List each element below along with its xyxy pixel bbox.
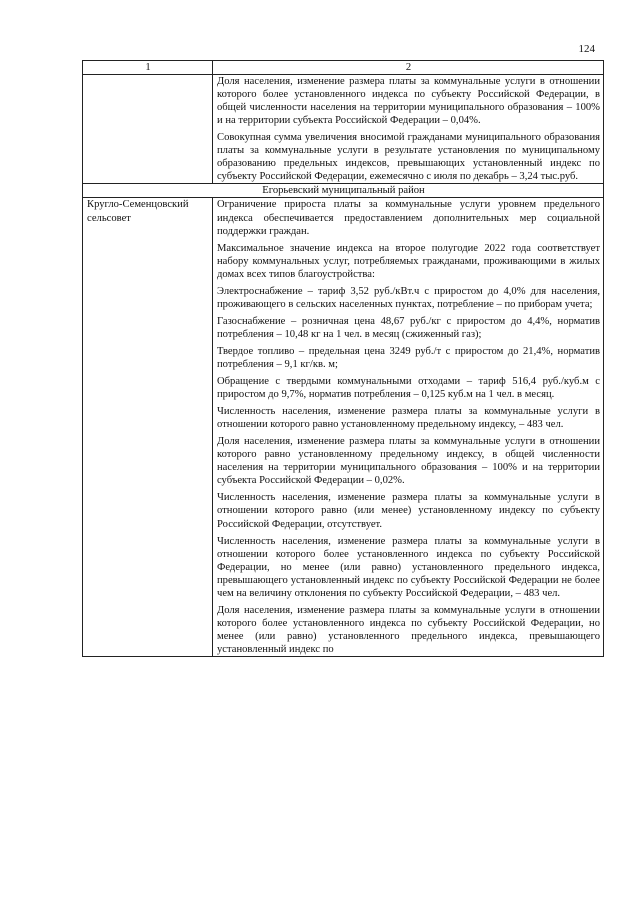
- paragraph: Совокупная сумма увеличения вносимой гражданами муниципального образования платы за коммунальные услуги в результате установления по муниципальному образованию предельных индексов, превышающих установленный индекс по субъекту Российской Федерации, ежемесячно с июля по декабрь – 3,24 тыс.руб.: [217, 132, 600, 183]
- column-header-2: 2: [213, 61, 604, 75]
- district-header-row: [83, 184, 604, 198]
- table-row: [83, 198, 604, 657]
- data-table: [82, 60, 604, 657]
- column-header-1: 1: [83, 61, 213, 75]
- row2-col2: [213, 198, 604, 657]
- table-row: [83, 75, 604, 184]
- paragraph: Газоснабжение – розничная цена 48,67 руб./кг с приростом до 4,4%, норматив потребления – 10,48 кг на 1 чел. в месяц (сжиженный газ);: [217, 315, 600, 340]
- row1-col1: [83, 75, 213, 184]
- paragraph: Обращение с твердыми коммунальными отходами – тариф 516,4 руб./куб.м с приростом до 9,7%, норматив потребления – 0,125 куб.м на 1 чел. в месяц.: [217, 376, 600, 401]
- paragraph: Твердое топливо – предельная цена 3249 руб./т с приростом до 21,4%, норматив потребления – 9,1 кг/кв. м;: [217, 345, 600, 370]
- table-header-row: [83, 61, 604, 75]
- paragraph: Доля населения, изменение размера платы за коммунальные услуги в отношении которого равно установленному предельному индексу, в общей численности населения на территории муниципального образования – 100% и на территории субъекта Российской Федерации – 0,02%.: [217, 436, 600, 487]
- paragraph: Численность населения, изменение размера платы за коммунальные услуги в отношении которого равно (или менее) установленному индексу по субъекту Российской Федерации, отсутствует.: [217, 492, 600, 530]
- page-number: 124: [578, 43, 595, 55]
- paragraph: Численность населения, изменение размера платы за коммунальные услуги в отношении которого равно установленному предельному индексу, – 483 чел.: [217, 406, 600, 431]
- municipality-name: Кругло-Семенцовский сельсовет: [83, 198, 213, 657]
- paragraph: Доля населения, изменение размера платы за коммунальные услуги в отношении которого более установленного индекса по субъекту Российской Федерации, в общей численности населения на территории муниципального образования – 100% и на территории субъекта Российской Федерации – 0,04%.: [217, 76, 600, 127]
- paragraph: Доля населения, изменение размера платы за коммунальные услуги в отношении которого более установленного индекса по субъекту Российской Федерации, но менее (или равно) установленного предельного индекса, превышающего установленный индекс по: [217, 604, 600, 655]
- district-header: Егорьевский муниципальный район: [83, 184, 604, 198]
- paragraph: Электроснабжение – тариф 3,52 руб./кВт.ч с приростом до 4,0% для населения, проживающего в сельских населенных пунктах, потребление – по приборам учета;: [217, 285, 600, 310]
- row1-col2: [213, 75, 604, 184]
- paragraph: Численность населения, изменение размера платы за коммунальные услуги в отношении которого более установленного индекса по субъекту Российской Федерации, но менее (или равно) установленного предельного индекса, превышающего установленный индекс по субъекту Российской Федерации не более чем на величину отклонения по субъекту Российской Федерации, – 483 чел.: [217, 535, 600, 599]
- paragraph: Ограничение прироста платы за коммунальные услуги уровнем предельного индекса обеспечивается предоставлением дополнительных мер социальной поддержки граждан.: [217, 199, 600, 237]
- paragraph: Максимальное значение индекса на второе полугодие 2022 года соответствует набору коммунальных услуг, потребляемых гражданами, проживающими в жилых домах всех типов благоустройства:: [217, 242, 600, 280]
